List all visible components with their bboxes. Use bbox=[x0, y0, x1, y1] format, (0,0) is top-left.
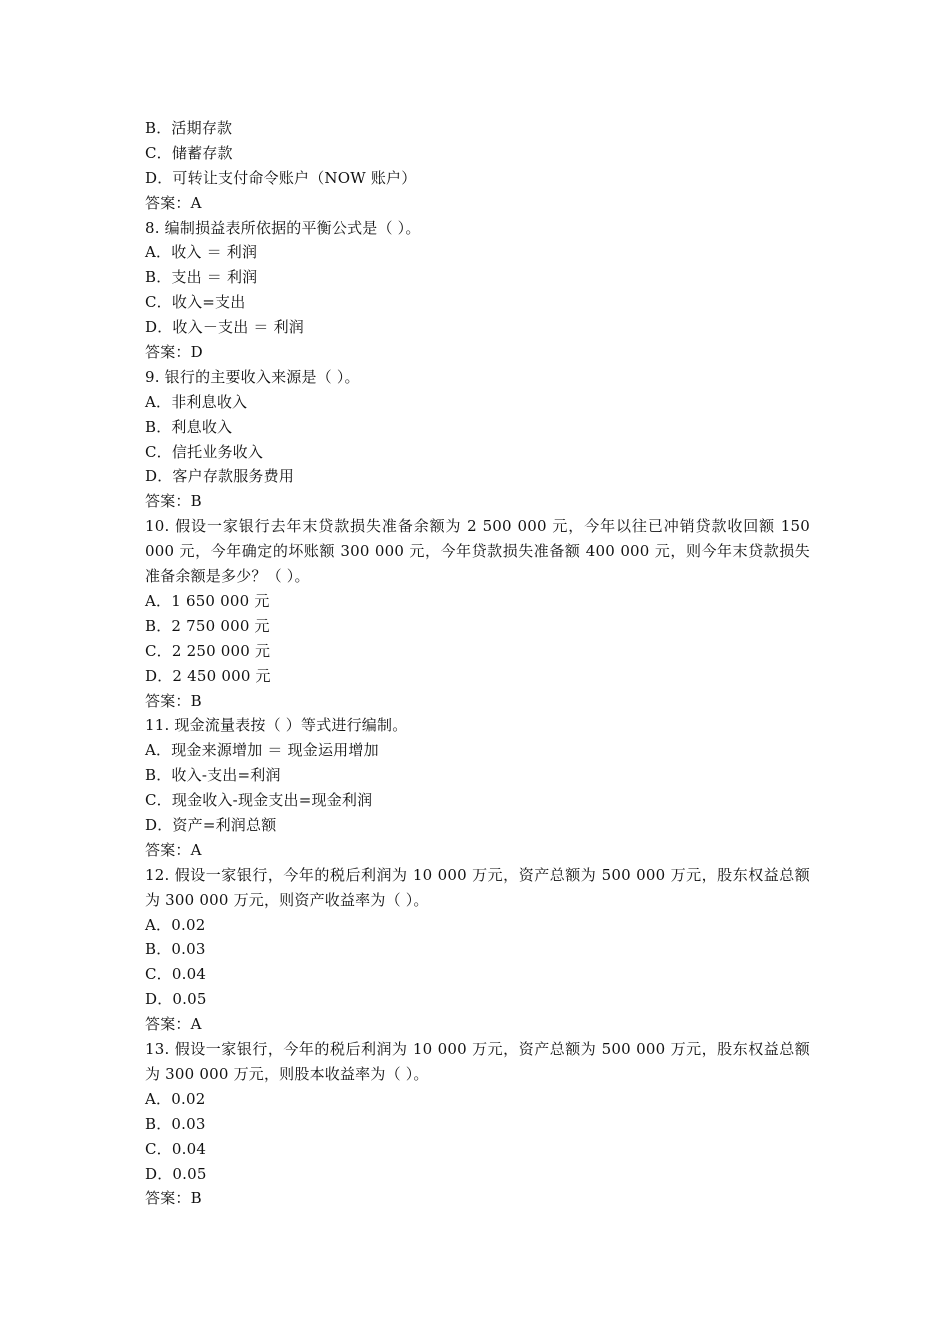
option-line: B．收入-支出=利润 bbox=[145, 766, 281, 785]
question-13: 13. 假设一家银行，今年的税后利润为 10 000 万元，资产总额为 500 000 万元，股东权益总额为 300 000 万元，则股本收益率为（ ）。 bbox=[145, 1040, 810, 1083]
answer-line: 答案：A bbox=[145, 193, 202, 212]
answer-line: 答案：A bbox=[145, 840, 202, 859]
option-line: C．0.04 bbox=[145, 965, 207, 984]
question-12: 12. 假设一家银行，今年的税后利润为 10 000 万元，资产总额为 500 000 万元，股东权益总额为 300 000 万元，则资产收益率为（ ）。 bbox=[145, 865, 810, 909]
option-line: D．可转让支付命令账户（NOW 账户） bbox=[145, 168, 417, 187]
answer-line: 答案：D bbox=[145, 343, 203, 362]
option-line: A．1 650 000 元 bbox=[145, 591, 270, 610]
option-line: B．利息收入 bbox=[145, 417, 233, 436]
option-line: A．收入 ＝ 利润 bbox=[145, 243, 258, 262]
option-line: C．储蓄存款 bbox=[145, 143, 233, 162]
question-9: 9. 银行的主要收入来源是（ ）。 bbox=[145, 367, 360, 386]
option-line: C．0.04 bbox=[145, 1139, 207, 1158]
option-line: C．现金收入-现金支出=现金利润 bbox=[145, 791, 373, 810]
option-line: A．0.02 bbox=[145, 1089, 206, 1108]
question-8: 8. 编制损益表所依据的平衡公式是（ ）。 bbox=[145, 218, 421, 237]
answer-line: 答案：A bbox=[145, 1015, 202, 1034]
option-line: A．非利息收入 bbox=[145, 392, 248, 411]
option-line: C．2 250 000 元 bbox=[145, 641, 271, 660]
option-line: C．信托业务收入 bbox=[145, 442, 264, 461]
option-line: B．活期存款 bbox=[145, 119, 233, 137]
answer-line: 答案：B bbox=[145, 1189, 202, 1208]
option-line: D．客户存款服务费用 bbox=[145, 467, 295, 486]
option-line: B．0.03 bbox=[145, 940, 206, 959]
document-body bbox=[145, 116, 810, 1211]
question-10: 10. 假设一家银行去年末贷款损失准备余额为 2 500 000 元，今年以往已冲销贷款收回额 150 000 元，今年确定的坏账额 300 000 元，今年贷款损失准备额 400 000 元，则今年末贷款损失准备余额是多少？（ ）。 bbox=[145, 517, 810, 586]
option-line: B．支出 ＝ 利润 bbox=[145, 268, 258, 287]
option-line: D．0.05 bbox=[145, 990, 207, 1009]
option-line: D．资产=利润总额 bbox=[145, 815, 277, 834]
option-line: B．2 750 000 元 bbox=[145, 616, 270, 635]
answer-line: 答案：B bbox=[145, 492, 202, 511]
option-line: C．收入=支出 bbox=[145, 293, 246, 312]
option-line: B．0.03 bbox=[145, 1114, 206, 1133]
option-line: A．现金来源增加 ＝ 现金运用增加 bbox=[145, 741, 379, 760]
answer-line: 答案：B bbox=[145, 691, 202, 710]
option-line: D．2 450 000 元 bbox=[145, 666, 271, 685]
option-line: D．收入－支出 ＝ 利润 bbox=[145, 318, 304, 337]
question-11: 11. 现金流量表按（ ）等式进行编制。 bbox=[145, 716, 408, 735]
option-line: D．0.05 bbox=[145, 1164, 207, 1183]
option-line: A．0.02 bbox=[145, 915, 206, 934]
